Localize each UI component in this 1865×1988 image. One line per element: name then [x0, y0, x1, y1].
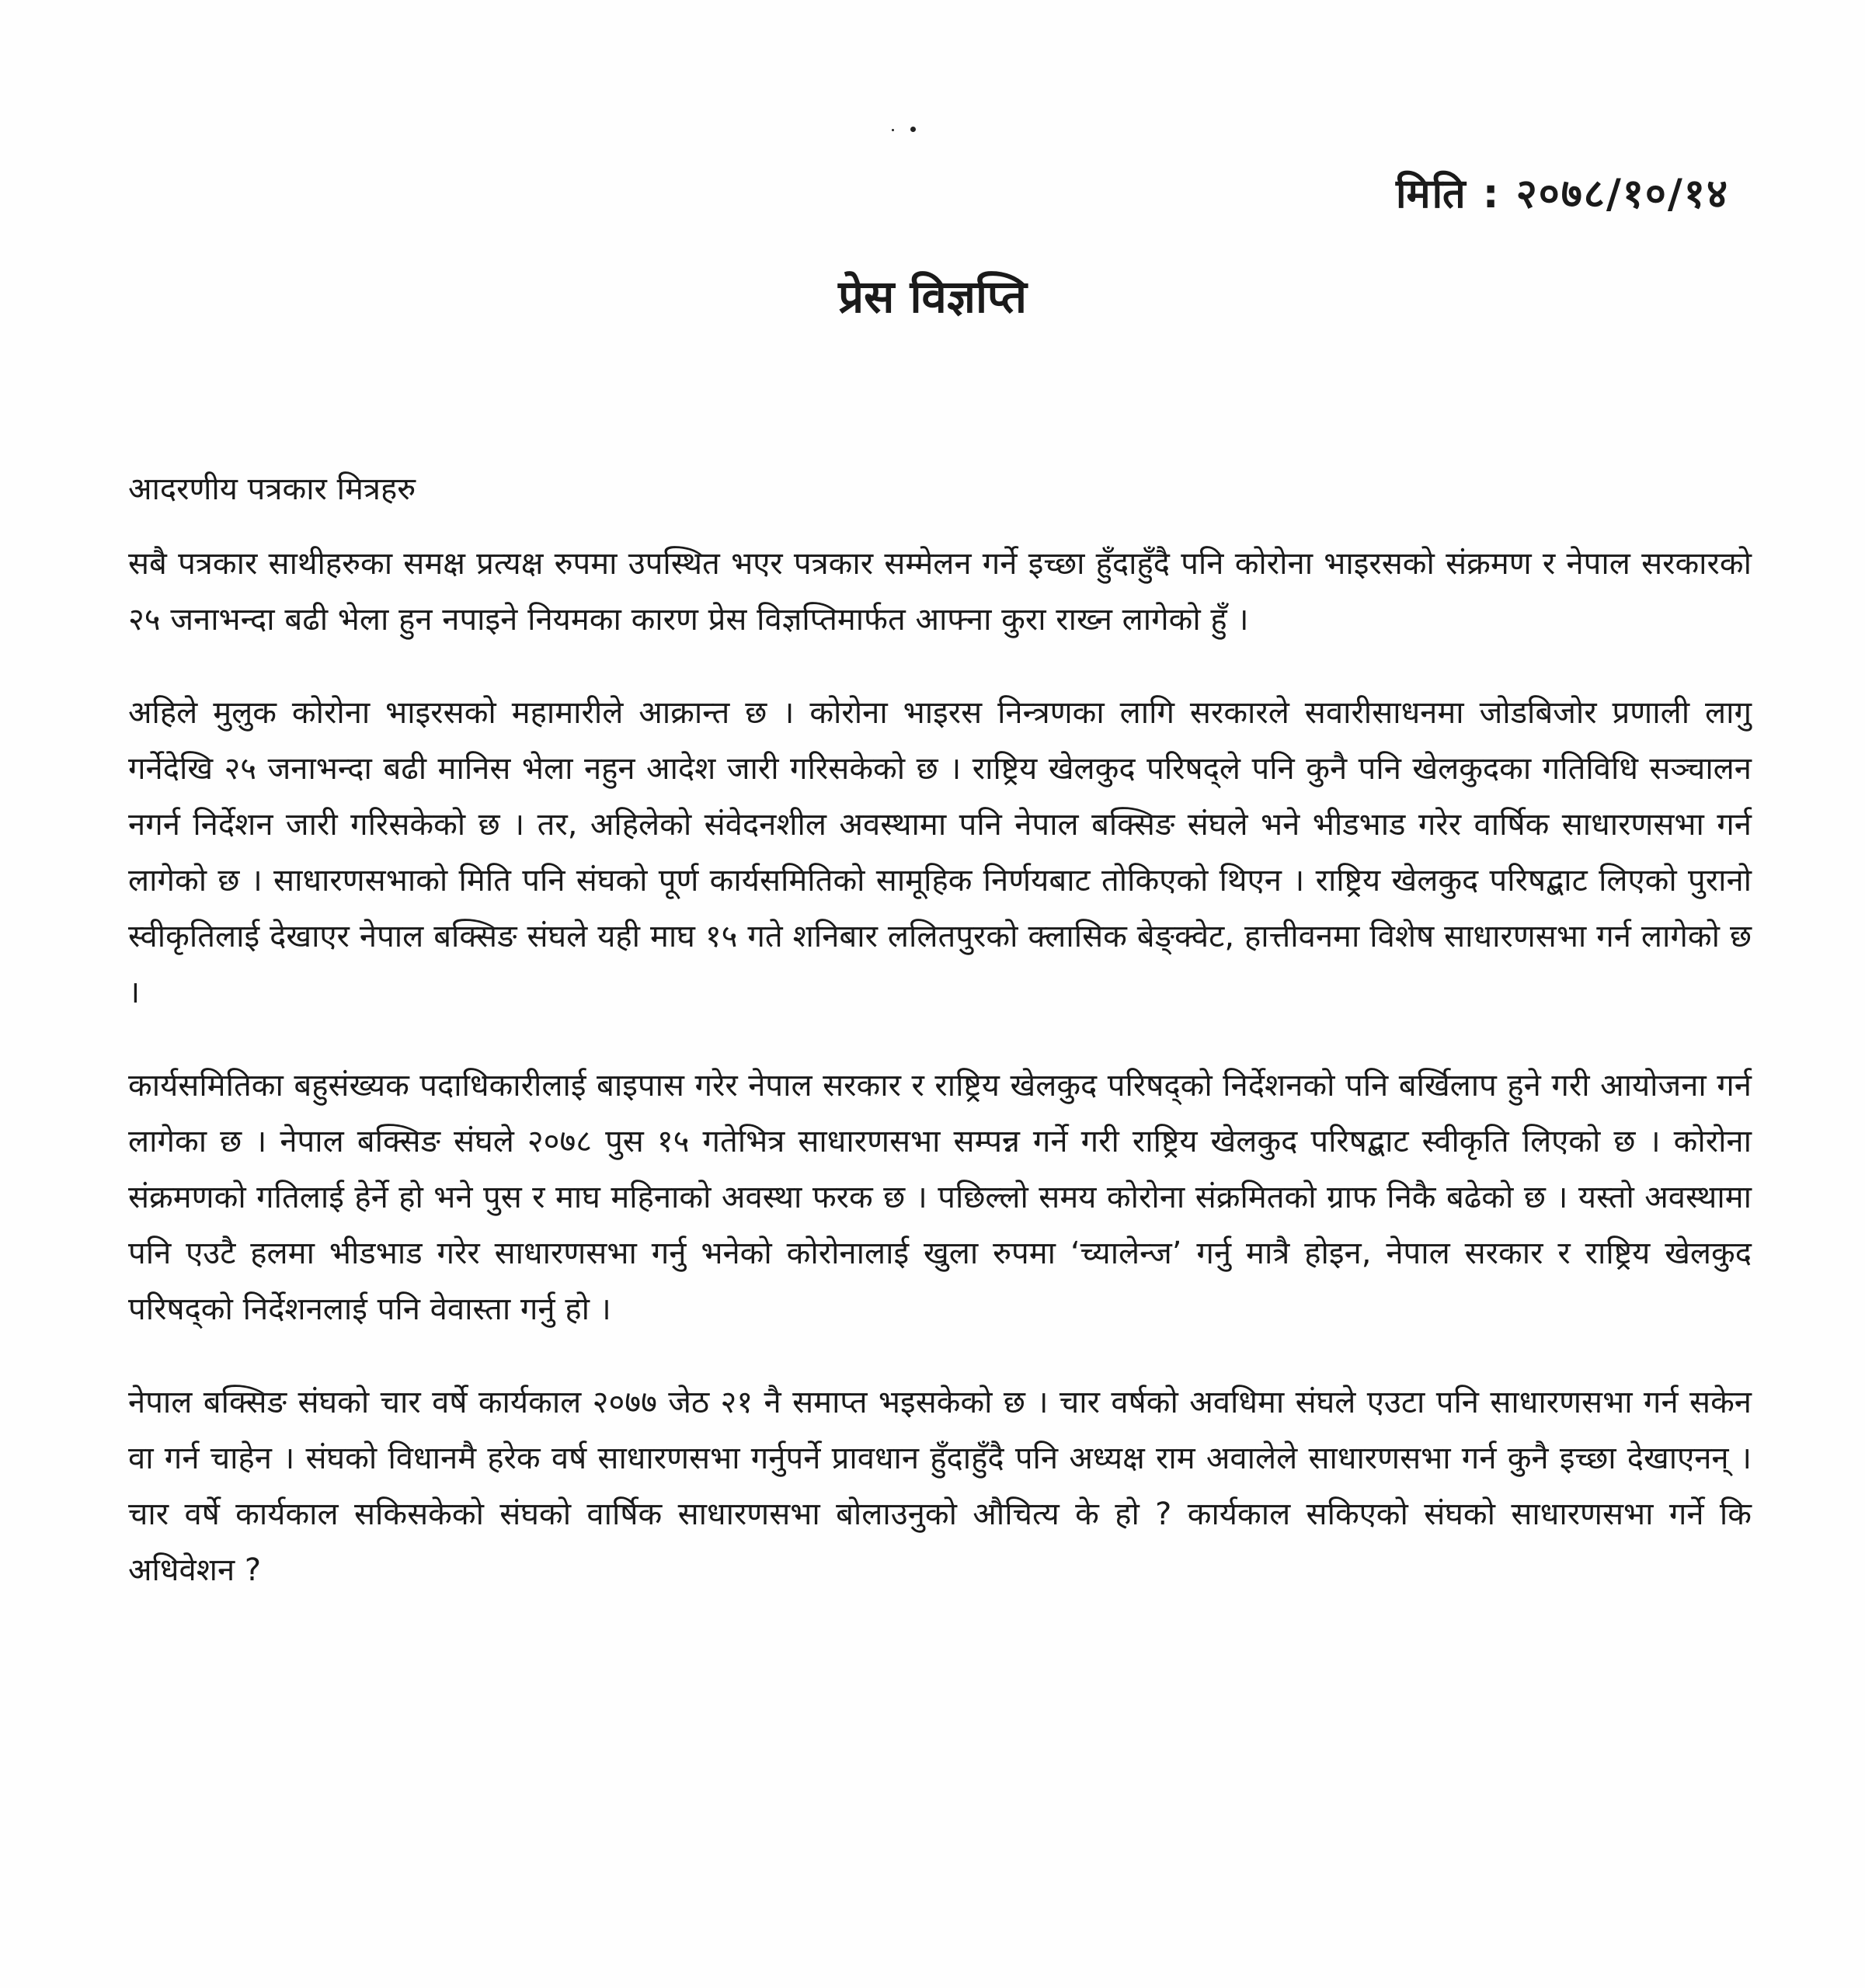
letter-body — [128, 536, 1752, 1635]
scan-speck — [892, 129, 894, 131]
document-date: मिति : २०७८/१०/१४ — [1396, 171, 1729, 217]
scan-speck — [910, 127, 916, 132]
document-title: प्रेस विज्ञप्ति — [838, 270, 1027, 323]
paragraph: अहिले मुलुक कोरोना भाइरसको महामारीले आक्रान्त छ । कोरोना भाइरस निन्त्रणका लागि सरकारले सवारीसाधनमा जोडबिजोर प्रणाली लागु गर्नेदेखि २५ जनाभन्दा बढी मानिस भेला नहुन आदेश जारी गरिसकेको छ । राष्ट्रिय खेलकुद परिषद्ले पनि कुनै पनि खेलकुदका गतिविधि सञ्चालन नगर्न निर्देशन जारी गरिसकेको छ । तर, अहिलेको संवेदनशील अवस्थामा पनि नेपाल बक्सिङ संघले भने भीडभाड गरेर वार्षिक साधारणसभा गर्न लागेको छ । साधारणसभाको मिति पनि संघको पूर्ण कार्यसमितिको सामूहिक निर्णयबाट तोकिएको थिएन । राष्ट्रिय खेलकुद परिषद्बाट लिएको पुरानो स्वीकृतिलाई देखाएर नेपाल बक्सिङ संघले यही माघ १५ गते शनिबार ललितपुरको क्लासिक बेङ्क्वेट, हात्तीवनमा विशेष साधारणसभा गर्न लागेको छ । — [128, 695, 1752, 1010]
paragraph: कार्यसमितिका बहुसंख्यक पदाधिकारीलाई बाइपास गरेर नेपाल सरकार र राष्ट्रिय खेलकुद परिषद्को निर्देशनको पनि बर्खिलाप हुने गरी आयोजना गर्न लागेका छ । नेपाल बक्सिङ संघले २०७८ पुस १५ गतेभित्र साधारणसभा सम्पन्न गर्ने गरी राष्ट्रिय खेलकुद परिषद्बाट स्वीकृति लिएको छ । कोरोना संक्रमणको गतिलाई हेर्ने हो भने पुस र माघ महिनाको अवस्था फरक छ । पछिल्लो समय कोरोना संक्रमितको ग्राफ निकै बढेको छ । यस्तो अवस्थामा पनि एउटै हलमा भीडभाड गरेर साधारणसभा गर्नु भनेको कोरोनालाई खुला रुपमा ‘च्यालेन्ज’ गर्नु मात्रै होइन, नेपाल सरकार र राष्ट्रिय खेलकुद परिषद्को निर्देशनलाई पनि वेवास्ता गर्नु हो । — [128, 1068, 1752, 1327]
paragraph: नेपाल बक्सिङ संघको चार वर्षे कार्यकाल २०७७ जेठ २१ नै समाप्त भइसकेको छ । चार वर्षको अवधिमा संघले एउटा पनि साधारणसभा गर्न सकेन वा गर्न चाहेन । संघको विधानमै हरेक वर्ष साधारणसभा गर्नुपर्ने प्रावधान हुँदाहुँदै पनि अध्यक्ष राम अवालेले साधारणसभा गर्न कुनै इच्छा देखाएनन् । चार वर्षे कार्यकाल सकिसकेको संघको वार्षिक साधारणसभा बोलाउनुको औचित्य के हो ? कार्यकाल सकिएको संघको साधारणसभा गर्ने कि अधिवेशन ? — [128, 1385, 1752, 1588]
salutation: आदरणीय पत्रकार मित्रहरु — [128, 471, 416, 507]
paragraph: सबै पत्रकार साथीहरुका समक्ष प्रत्यक्ष रुपमा उपस्थित भएर पत्रकार सम्मेलन गर्ने इच्छा हुँदाहुँदै पनि कोरोना भाइरसको संक्रमण र नेपाल सरकारको २५ जनाभन्दा बढी भेला हुन नपाइने नियमका कारण प्रेस विज्ञप्तिमार्फत आफ्ना कुरा राख्न लागेको हुँ । — [128, 546, 1752, 638]
